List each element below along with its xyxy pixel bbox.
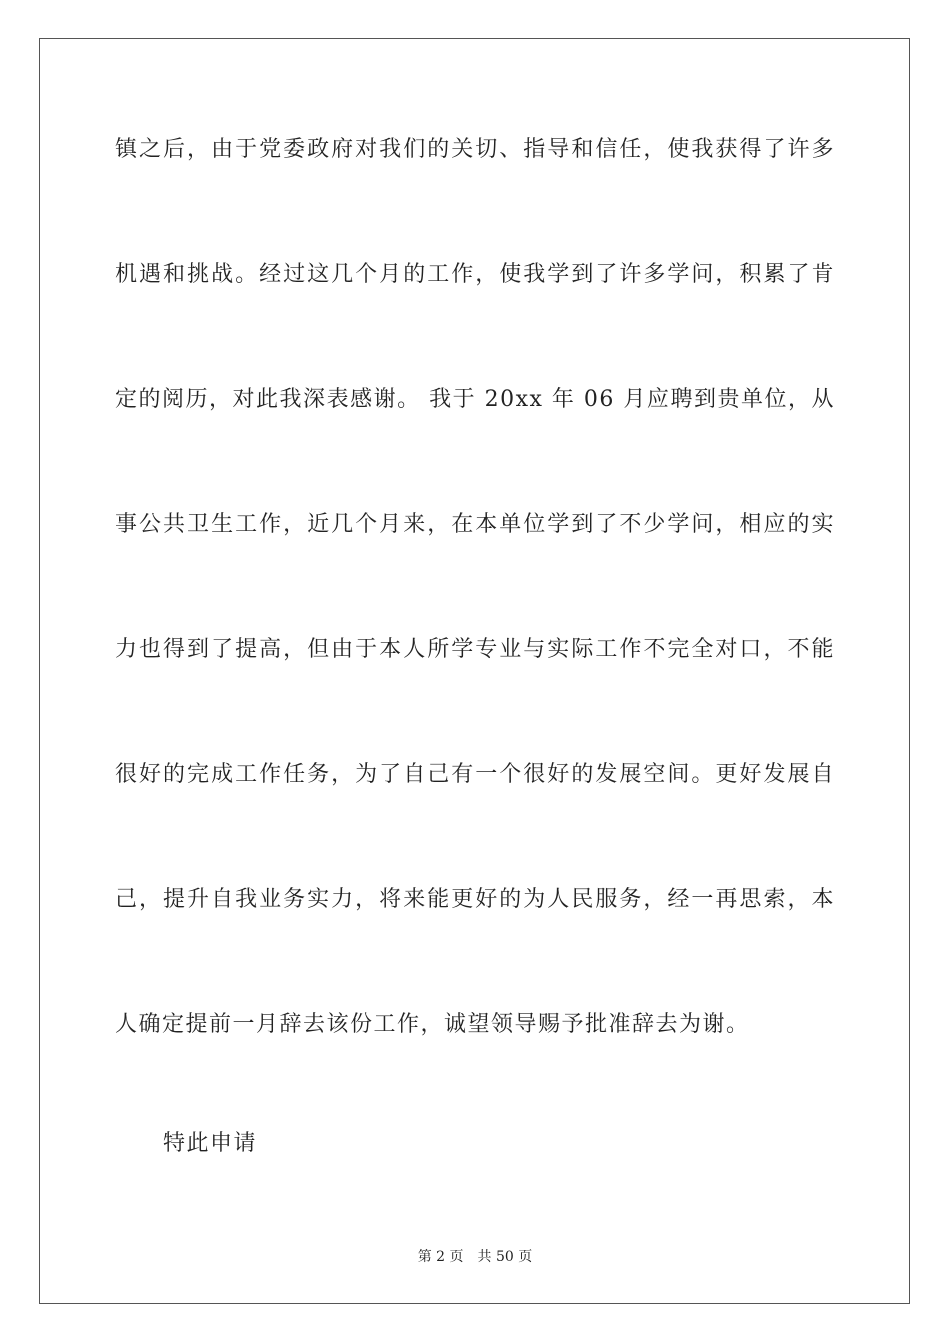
body-text-line-3: 定的阅历，对此我深表感谢。 我于 20xx 年 06 月应聘到贵单位，从 <box>115 387 835 412</box>
body-text-line-8: 人确定提前一月辞去该份工作，诚望领导赐予批准辞去为谢。 <box>115 1012 750 1037</box>
page-total: 共 50 页 <box>477 1249 533 1265</box>
body-text-line-1: 镇之后，由于党委政府对我们的关切、指导和信任，使我获得了许多 <box>115 137 835 162</box>
closing-text: 特此申请 <box>163 1131 258 1156</box>
page-number: 第 2 页 <box>417 1249 464 1265</box>
body-text-line-2: 机遇和挑战。经过这几个月的工作，使我学到了许多学问，积累了肯 <box>115 262 835 287</box>
body-text-line-5: 力也得到了提高，但由于本人所学专业与实际工作不完全对口，不能 <box>115 637 835 662</box>
page-border <box>39 38 910 1304</box>
body-text-line-7: 己，提升自我业务实力，将来能更好的为人民服务，经一再思索，本 <box>115 887 835 912</box>
body-text-line-6: 很好的完成工作任务，为了自己有一个很好的发展空间。更好发展自 <box>115 762 835 787</box>
page-footer <box>0 1248 950 1266</box>
body-text-line-4: 事公共卫生工作，近几个月来，在本单位学到了不少学问，相应的实 <box>115 512 835 537</box>
